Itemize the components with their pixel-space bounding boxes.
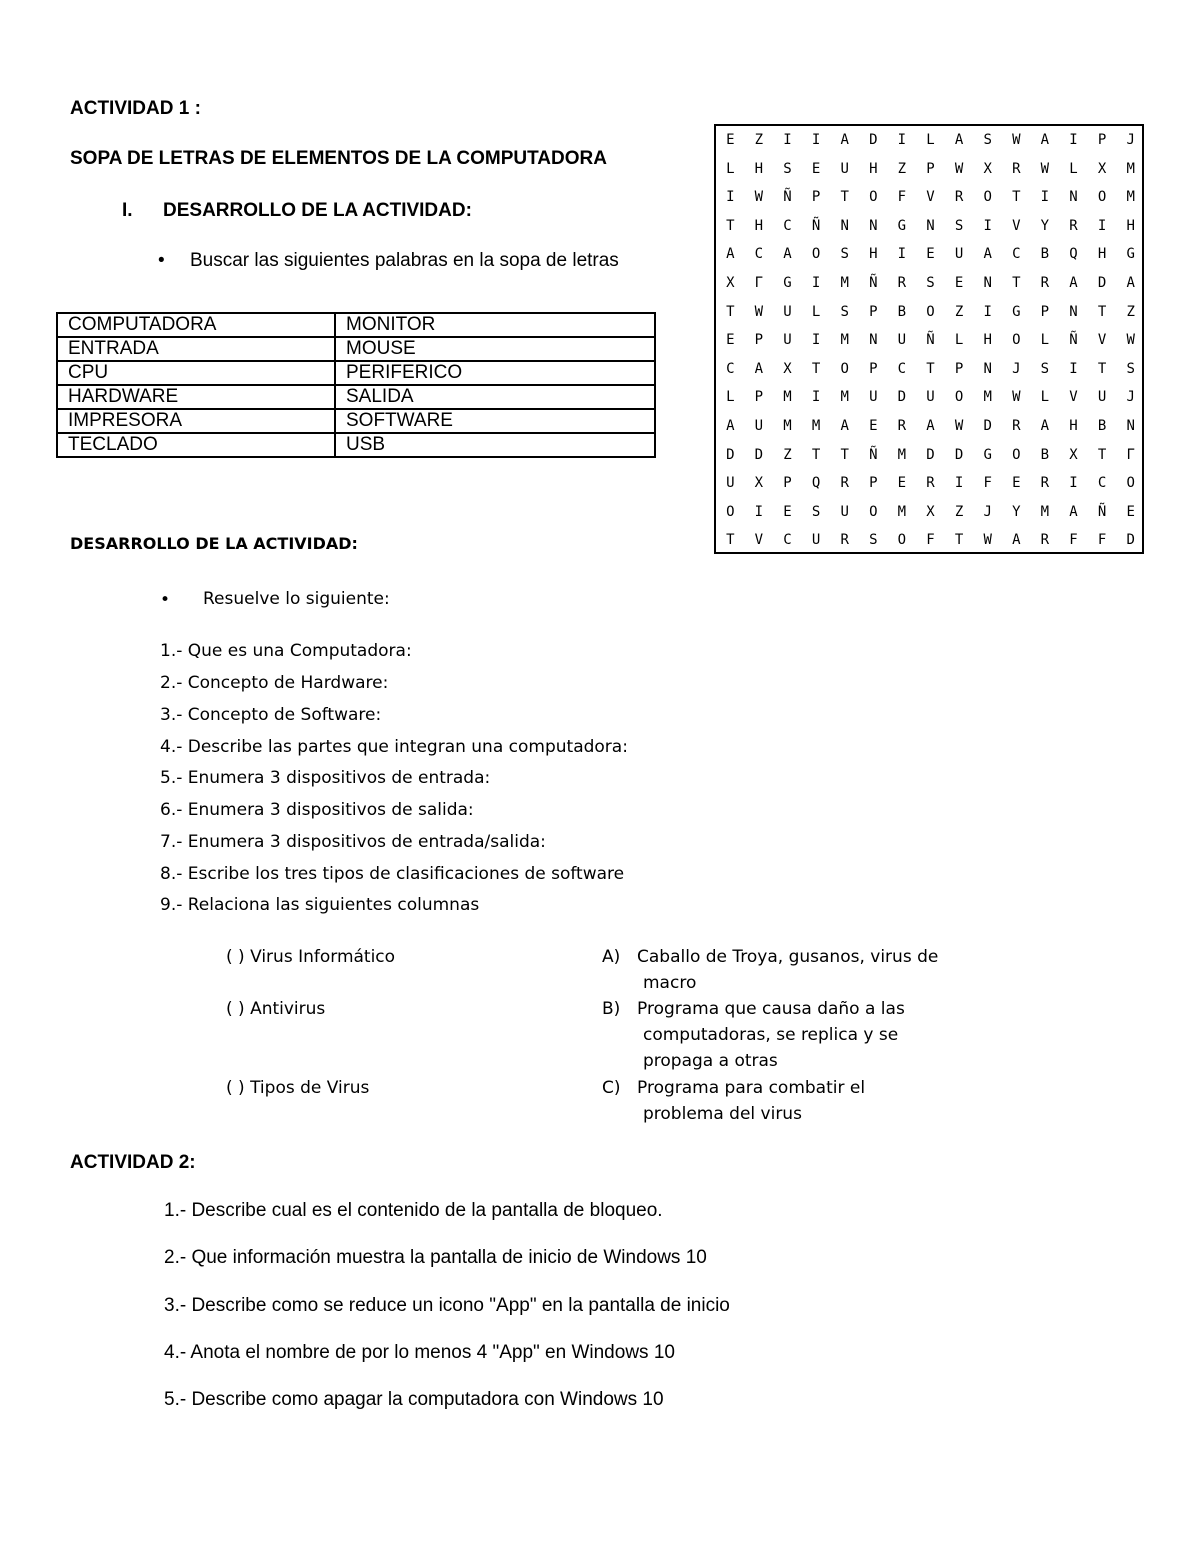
grid-row [716,469,1142,498]
grid-letter: N [1069,303,1078,320]
grid-letter: Ñ [926,332,935,349]
grid-letter: M [840,275,849,291]
grid-letter: X [1069,446,1078,463]
section-title: DESARROLLO DE LA ACTIVIDAD: [163,200,472,221]
grid-letter: H [754,217,764,234]
grid-letter: M [1126,189,1135,206]
grid-letter: B [897,303,907,320]
grid-letter: O [869,189,878,206]
grid-letter: R [1069,217,1078,234]
grid-row [716,240,1142,269]
grid-letter: P [926,160,935,177]
table-cell: COMPUTADORA [57,313,335,337]
question-item: 6.- Enumera 3 dispositivos de salida: [160,800,474,820]
grid-letter: M [811,418,821,434]
grid-letter: S [926,275,935,291]
word-search-grid [714,124,1144,554]
word-list-table [56,312,656,458]
grid-letter: O [840,360,849,377]
grid-row [716,126,1142,155]
question-item: 9.- Relaciona las siguientes columnas [160,895,480,915]
grid-letter: T [1097,360,1107,377]
grid-letter: E [954,275,964,291]
grid-letter: P [869,360,878,377]
grid-letter: A [1040,418,1050,434]
grid-letter: U [783,332,792,349]
question-item: 8.- Escribe los tres tipos de clasificaciones de software [160,864,625,884]
grid-letter: I [1069,360,1078,377]
grid-letter: P [954,360,964,377]
grid-row [716,526,1142,555]
grid-letter: O [983,189,992,206]
grid-letter: T [811,360,821,377]
grid-letter: T [726,303,735,320]
grid-letter: M [1040,503,1050,520]
grid-letter: I [811,332,821,349]
grid-letter: O [1012,332,1021,349]
grid-letter: I [897,132,907,148]
grid-letter: T [840,446,849,463]
table-cell: MOUSE [335,337,655,361]
grid-letter: D [869,132,878,148]
grid-letter: U [869,389,878,406]
grid-letter: W [1012,389,1021,406]
grid-letter: S [954,217,964,234]
grid-letter: J [1012,360,1021,377]
grid-letter: N [869,217,878,234]
grid-letter: W [1126,332,1135,349]
grid-letter: T [954,532,964,549]
grid-letter: H [1097,246,1107,263]
grid-letter: L [726,389,735,406]
grid-letter: U [754,418,764,434]
grid-letter: O [1012,446,1021,463]
grid-letter: I [983,303,992,320]
grid-letter: N [1126,418,1135,434]
grid-letter: F [897,189,907,206]
grid-letter: S [811,503,821,520]
grid-letter: T [726,217,735,234]
bullet-icon: • [158,250,165,271]
grid-letter: Z [954,503,964,520]
grid-letter: G [783,275,792,291]
grid-letter: Γ [754,275,764,291]
grid-letter: E [869,418,878,434]
grid-letter: L [1069,160,1078,177]
grid-letter: S [840,303,849,320]
grid-letter: R [1040,532,1050,549]
grid-letter: L [926,132,935,148]
grid-letter: S [983,132,992,148]
question-item: 7.- Enumera 3 dispositivos de entrada/salida: [160,832,546,852]
grid-letter: N [926,217,935,234]
grid-row [716,498,1142,527]
bullet-icon: • [160,590,171,610]
grid-letter: J [983,503,992,520]
grid-letter: O [897,532,907,549]
grid-letter: R [1040,275,1050,291]
activity2-question: 1.- Describe cual es el contenido de la pantalla de bloqueo. [164,1200,663,1221]
grid-letter: W [954,160,964,177]
grid-letter: E [897,475,907,492]
grid-letter: I [983,217,992,234]
grid-letter: Y [1012,503,1021,520]
grid-letter: Z [897,160,907,177]
grid-letter: M [783,418,792,434]
grid-letter: O [926,303,935,320]
match-letter: B) [602,999,621,1019]
activity1-title: ACTIVIDAD 1 : [70,98,201,119]
grid-letter: T [726,532,735,549]
grid-letter: I [954,475,964,492]
table-cell: SOFTWARE [335,409,655,433]
grid-letter: A [1069,503,1078,520]
grid-letter: Ñ [811,217,821,234]
grid-letter: G [1012,303,1021,320]
grid-letter: H [869,246,878,263]
grid-letter: R [897,418,907,434]
table-cell: CPU [57,361,335,385]
grid-letter: A [1040,132,1050,148]
table-row [57,337,655,361]
grid-letter: A [783,246,792,263]
match-left-item: ( ) Antivirus [226,999,326,1019]
grid-letter: R [954,189,964,206]
grid-letter: U [840,503,849,520]
grid-letter: W [983,532,992,549]
grid-letter: R [897,275,907,291]
grid-letter: Ñ [1097,503,1107,520]
grid-letter: L [1040,332,1050,349]
grid-letter: I [726,189,735,206]
grid-letter: S [1040,360,1050,377]
grid-letter: A [1012,532,1021,549]
resolve-instruction: Resuelve lo siguiente: [203,589,390,609]
grid-letter: E [926,246,935,263]
grid-letter: M [783,389,792,406]
grid-letter: D [897,389,907,406]
grid-letter: I [897,246,907,263]
grid-letter: L [811,303,821,320]
grid-letter: R [1012,418,1021,434]
grid-letter: R [926,475,935,492]
grid-letter: U [1097,389,1107,406]
grid-letter: C [726,360,735,377]
match-left-item: ( ) Virus Informático [226,947,396,967]
grid-letter: E [1012,475,1021,492]
question-item: 3.- Concepto de Software: [160,705,382,725]
grid-letter: B [1040,446,1050,463]
grid-letter: M [983,389,992,406]
grid-letter: N [869,332,878,349]
grid-letter: H [1069,418,1078,434]
grid-letter: T [926,360,935,377]
grid-letter: U [840,160,849,177]
grid-letter: T [1097,303,1107,320]
grid-letter: Γ [1126,446,1135,463]
grid-letter: T [1097,446,1107,463]
grid-letter: Y [1040,217,1050,234]
grid-letter: A [926,418,935,434]
grid-letter: P [869,303,878,320]
grid-letter: G [897,217,907,234]
grid-row [716,326,1142,355]
grid-letter: T [811,446,821,463]
grid-letter: S [869,532,878,549]
grid-letter: W [954,418,964,434]
grid-letter: X [783,360,792,377]
grid-letter: G [1126,246,1135,263]
grid-letter: W [1012,132,1021,148]
table-row [57,361,655,385]
table-row [57,385,655,409]
development-title: DESARROLLO DE LA ACTIVIDAD: [70,534,358,553]
grid-letter: X [754,475,764,492]
grid-letter: S [840,246,849,263]
grid-letter: I [811,275,821,291]
grid-letter: N [1069,189,1078,206]
grid-letter: H [983,332,992,349]
grid-letter: F [926,532,935,549]
grid-letter: L [1040,389,1050,406]
grid-letter: A [754,360,764,377]
grid-letter: U [954,246,964,263]
grid-letter: F [1069,532,1078,549]
grid-letter: D [726,446,735,463]
grid-letter: M [897,503,907,520]
table-cell: MONITOR [335,313,655,337]
table-cell: USB [335,433,655,457]
grid-letter: E [1126,503,1135,520]
grid-row [716,183,1142,212]
grid-letter: I [1069,475,1078,492]
grid-letter: Q [1069,246,1078,263]
grid-letter: T [1012,189,1021,206]
grid-letter: Q [811,475,821,492]
grid-letter: O [811,246,821,263]
grid-letter: C [1097,475,1107,492]
grid-letter: H [1126,217,1135,234]
grid-letter: M [897,446,907,463]
match-left-item: ( ) Tipos de Virus [226,1078,370,1098]
grid-letter: F [1097,532,1107,549]
grid-letter: I [1097,217,1107,234]
grid-letter: R [840,532,849,549]
grid-letter: I [783,132,792,148]
grid-letter: Z [954,303,964,320]
grid-letter: E [726,332,735,349]
activity2-question: 2.- Que información muestra la pantalla de inicio de Windows 10 [164,1247,707,1268]
grid-letter: N [983,360,992,377]
grid-letter: P [754,389,764,406]
grid-letter: M [840,332,849,349]
grid-row [716,355,1142,384]
match-letter: C) [602,1078,621,1098]
grid-letter: C [897,360,907,377]
grid-letter: I [811,132,821,148]
match-right-item: Programa que causa daño a las computadoras, se replica y se propaga a otras [637,999,905,1071]
grid-letter: I [754,503,764,520]
grid-letter: L [954,332,964,349]
grid-letter: I [1069,132,1078,148]
grid-row [716,441,1142,470]
grid-letter: S [1126,360,1135,377]
grid-letter: Ñ [869,275,878,291]
grid-letter: M [840,389,849,406]
grid-letter: A [954,132,964,148]
grid-letter: B [1040,246,1050,263]
grid-letter: W [1040,160,1050,177]
grid-letter: G [983,446,992,463]
grid-letter: O [1097,189,1107,206]
grid-letter: A [1126,275,1135,291]
table-row [57,409,655,433]
grid-letter: Ñ [869,446,878,463]
question-item: 4.- Describe las partes que integran una computadora: [160,737,628,757]
grid-letter: D [983,418,992,434]
table-cell: IMPRESORA [57,409,335,433]
grid-letter: S [783,160,792,177]
grid-letter: V [1069,389,1078,406]
search-instruction: Buscar las siguientes palabras en la sopa de letras [190,250,619,271]
grid-letter: D [1097,275,1107,291]
grid-letter: H [754,160,764,177]
grid-letter: R [840,475,849,492]
grid-letter: E [726,132,735,148]
match-letter: A) [602,947,621,967]
grid-letter: Z [1126,303,1135,320]
activity2-question: 4.- Anota el nombre de por lo menos 4 "App" en Windows 10 [164,1342,675,1363]
grid-letter: F [983,475,992,492]
question-item: 1.- Que es una Computadora: [160,641,412,661]
grid-row [716,298,1142,327]
grid-letter: A [726,246,735,263]
grid-letter: R [1040,475,1050,492]
table-cell: TECLADO [57,433,335,457]
grid-letter: T [840,189,849,206]
grid-letter: O [869,503,878,520]
grid-letter: U [897,332,907,349]
question-item: 5.- Enumera 3 dispositivos de entrada: [160,768,491,788]
grid-letter: A [1069,275,1078,291]
grid-row [716,212,1142,241]
grid-letter: T [1012,275,1021,291]
section-number: I. [122,200,133,221]
grid-letter: A [726,418,735,434]
grid-letter: A [840,418,849,434]
grid-letter: C [783,532,792,549]
table-cell: ENTRADA [57,337,335,361]
table-cell: PERIFERICO [335,361,655,385]
grid-row [716,383,1142,412]
activity2-question: 3.- Describe como se reduce un icono "App" en la pantalla de inicio [164,1295,730,1316]
grid-letter: A [840,132,849,148]
grid-letter: V [1097,332,1107,349]
grid-letter: X [926,503,935,520]
grid-letter: Ñ [1069,332,1078,349]
grid-letter: V [754,532,764,549]
grid-letter: V [1012,217,1021,234]
grid-row [716,269,1142,298]
grid-letter: P [783,475,792,492]
activity2-question: 5.- Describe como apagar la computadora con Windows 10 [164,1389,664,1410]
grid-letter: C [783,217,792,234]
grid-letter: N [840,217,849,234]
grid-letter: O [954,389,964,406]
grid-letter: J [1126,389,1135,406]
grid-letter: P [1040,303,1050,320]
grid-letter: W [754,303,764,320]
grid-letter: P [869,475,878,492]
grid-letter: E [811,160,821,177]
table-cell: SALIDA [335,385,655,409]
grid-letter: E [783,503,792,520]
question-item: 2.- Concepto de Hardware: [160,673,389,693]
grid-letter: D [754,446,764,463]
grid-letter: M [1126,160,1135,177]
grid-letter: H [869,160,878,177]
grid-letter: U [783,303,792,320]
grid-letter: I [811,389,821,406]
grid-row [716,412,1142,441]
activity2-title: ACTIVIDAD 2: [70,1152,196,1173]
grid-letter: W [754,189,764,206]
grid-letter: P [1097,132,1107,148]
grid-letter: U [926,389,935,406]
grid-letter: Ñ [783,189,792,206]
grid-letter: P [811,189,821,206]
grid-letter: X [983,160,992,177]
grid-letter: L [726,160,735,177]
table-row [57,313,655,337]
grid-letter: J [1126,132,1135,148]
grid-letter: I [1040,189,1050,206]
grid-letter: X [726,275,735,291]
grid-letter: Z [754,132,764,148]
grid-letter: C [1012,246,1021,263]
match-right-item: Programa para combatir el problema del virus [637,1078,866,1124]
grid-letter: X [1097,160,1107,177]
grid-letter: N [983,275,992,291]
grid-letter: D [954,446,964,463]
activity1-subtitle: SOPA DE LETRAS DE ELEMENTOS DE LA COMPUTADORA [70,148,607,169]
table-row [57,433,655,457]
grid-letter: O [1126,475,1135,492]
grid-letter: B [1097,418,1107,434]
grid-letter: U [726,475,735,492]
grid-letter: U [811,532,821,549]
grid-letter: D [1126,532,1135,549]
grid-letter: Z [783,446,792,463]
grid-letter: R [1012,160,1021,177]
table-cell: HARDWARE [57,385,335,409]
grid-letter: V [926,189,935,206]
grid-letter: A [983,246,992,263]
match-right-item: Caballo de Troya, gusanos, virus de macro [637,947,939,993]
grid-letter: O [726,503,735,520]
grid-letter: C [754,246,764,263]
grid-letter: P [754,332,764,349]
grid-letter: D [926,446,935,463]
grid-row [716,155,1142,184]
